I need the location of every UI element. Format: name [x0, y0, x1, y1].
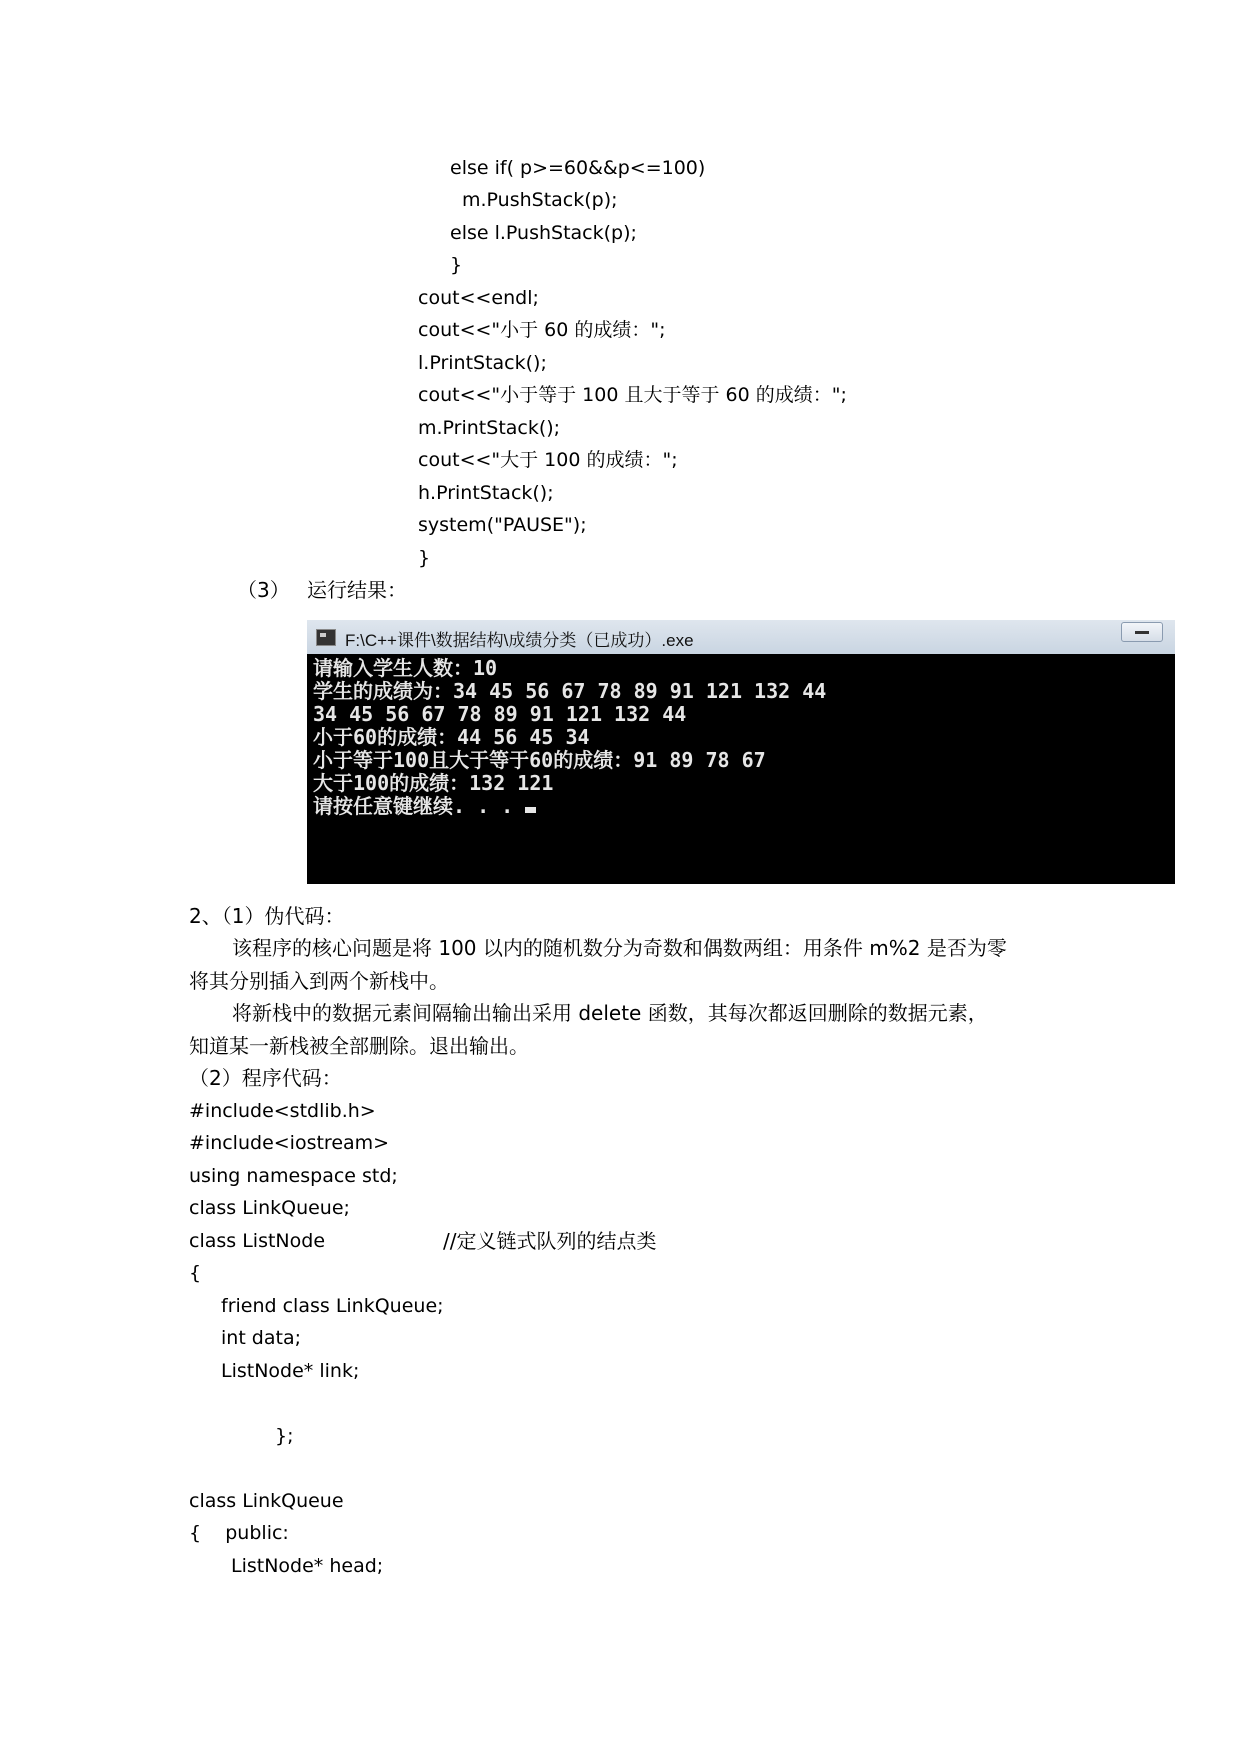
code-line: ListNode* head; — [231, 1555, 384, 1577]
console-output-line: 学生的成绩为：34 45 56 67 78 89 91 121 132 44 — [313, 679, 827, 703]
console-output-line: 请输入学生人数：10 — [313, 656, 498, 680]
code-line: class LinkQueue — [189, 1490, 344, 1512]
code-line: else l.PushStack(p); — [450, 222, 637, 244]
console-prompt: 请按任意键继续. . . — [313, 794, 526, 818]
console-output-line: 小于等于100且大于等于60的成绩：91 89 78 67 — [313, 748, 766, 772]
console-title: F:\C++课件\数据结构\成绩分类（已成功）.exe — [345, 631, 694, 650]
code-line: { — [189, 1262, 202, 1284]
cursor-icon — [525, 807, 536, 813]
paragraph-line: 将其分别插入到两个新栈中。 — [189, 969, 449, 993]
code-line: }; — [275, 1425, 294, 1447]
paragraph-line: 知道某一新栈被全部删除。退出输出。 — [189, 1034, 529, 1058]
console-window — [307, 620, 1175, 884]
code-line: cout<<"小于等于 100 且大于等于 60 的成绩："; — [418, 384, 847, 406]
code-line: class ListNode — [189, 1230, 326, 1252]
code-line: class LinkQueue; — [189, 1197, 350, 1219]
code-line: else if( p>=60&&p<=100) — [450, 157, 706, 179]
code-line: m.PushStack(p); — [462, 189, 618, 211]
code-line: cout<<"小于 60 的成绩："; — [418, 319, 666, 341]
console-app-icon — [316, 629, 336, 646]
code-line: int data; — [221, 1327, 302, 1349]
section-number: （3） — [237, 578, 290, 602]
code-line: m.PrintStack(); — [418, 417, 561, 439]
code-line: #include<stdlib.h> — [189, 1100, 376, 1122]
code-line: } — [450, 254, 463, 276]
part2-heading: 2、（1）伪代码： — [189, 904, 345, 928]
code-line: l.PrintStack(); — [418, 352, 547, 374]
code-line: { public: — [189, 1522, 289, 1544]
console-output-line: 34 45 56 67 78 89 91 121 132 44 — [313, 702, 687, 726]
paragraph-line: 该程序的核心问题是将 100 以内的随机数分为奇数和偶数两组：用条件 m%2 是否为零 — [232, 936, 1007, 960]
code-line: cout<<"大于 100 的成绩："; — [418, 449, 678, 471]
console-titlebar — [307, 620, 1175, 654]
code-comment: //定义链式队列的结点类 — [443, 1229, 657, 1253]
code-line: } — [418, 547, 431, 569]
minimize-button[interactable] — [1121, 622, 1163, 642]
code-line: friend class LinkQueue; — [221, 1295, 444, 1317]
console-output-line — [313, 795, 536, 818]
subheading: （2）程序代码： — [189, 1066, 342, 1090]
code-line: using namespace std; — [189, 1165, 398, 1187]
code-line: system("PAUSE"); — [418, 514, 587, 536]
code-line: h.PrintStack(); — [418, 482, 554, 504]
code-line: cout<<endl; — [418, 287, 539, 309]
console-output-line: 小于60的成绩：44 56 45 34 — [313, 725, 590, 749]
console-output-line: 大于100的成绩：132 121 — [313, 771, 554, 795]
section-heading: 运行结果： — [307, 578, 407, 602]
paragraph-line: 将新栈中的数据元素间隔输出输出采用 delete 函数，其每次都返回删除的数据元素， — [232, 1001, 988, 1025]
code-line: #include<iostream> — [189, 1132, 390, 1154]
code-line: ListNode* link; — [221, 1360, 360, 1382]
